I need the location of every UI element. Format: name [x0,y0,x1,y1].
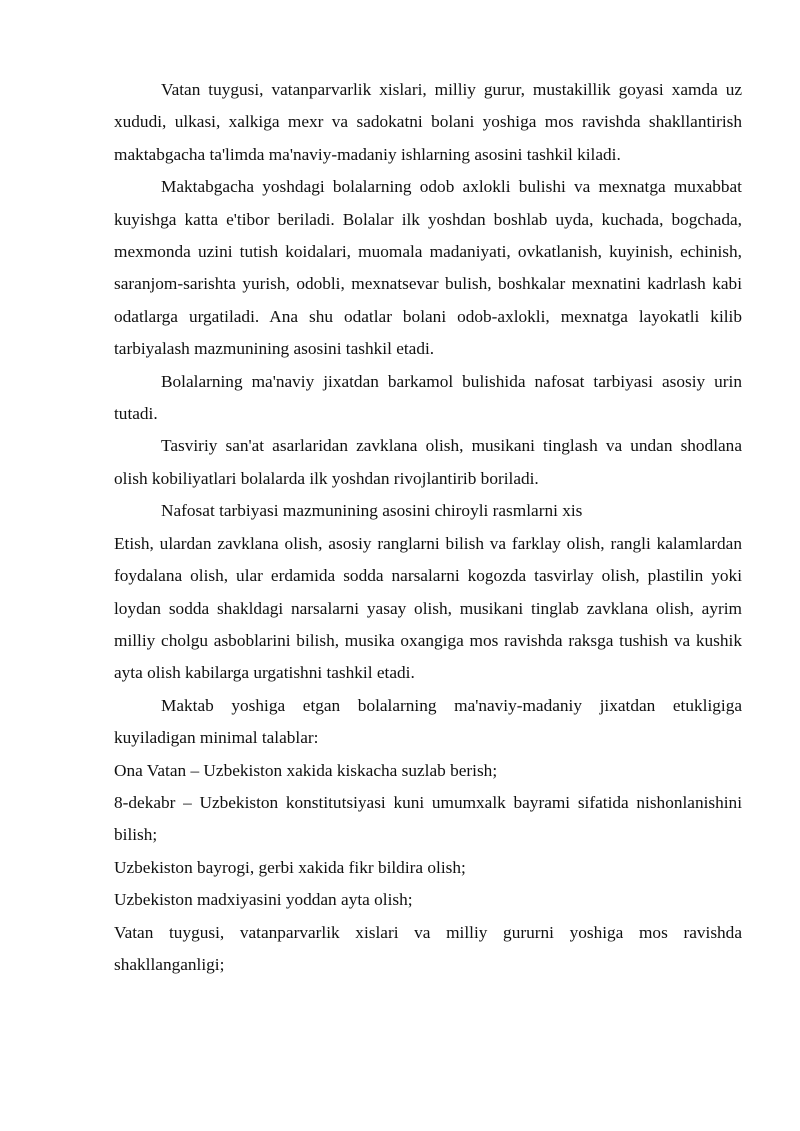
paragraph-minimal-requirements: Maktab yoshiga etgan bolalarning ma'naviy-madaniy jixatdan etukligiga kuyiladigan minimal talablar: [114,695,742,748]
list-item-flag-emblem: Uzbekiston bayrogi, gerbi xakida fikr bildira olish; [114,857,466,877]
paragraph-manners-and-labor: Maktabgacha yoshdagi bolalarning odob axlokli bulishi va mexnatga muxabbat kuyishga katta e'tibor beriladi. Bolalar ilk yoshdan boshlab uyda, kuchada, bogchada, mexmonda uzini tutish koidalari, muomala madaniyati, ovkatlanish, kuyinish, echinish, saranjom-sarishta yurish, odobli, mexnatsevar bulish, boshkalar mexnatini kadrlash kabi odatlarga urgatiladi. Ana shu odatlar bolani odob-axlokli, mexnatga layokatli kilib tarbiyalash mazmunining asosini tashkil etadi. [114,177,742,359]
list-item-anthem: Uzbekiston madxiyasini yoddan ayta olish; [114,890,413,910]
paragraph-aesthetic-skills: Etish, ulardan zavklana olish, asosiy ranglarni bilish va farklay olish, rangli kalamlardan foydalana olish, ular erdamida sodda narsalarni kogozda tasvirlay olish, plastilin yoki loydan sodda shakldagi narsalarni yasay olish, musikani tinglab zavklana olish, ayrim milliy cholgu asboblarini bilish, musika oxangiga mos ravishda raksga tushish va kushik ayta olish kabilarga urgatishni tashkil etadi. [114,533,742,683]
paragraph-patriotism: Vatan tuygusi, vatanparvarlik xislari, milliy gurur, mustakillik goyasi xamda uz xududi, ulkasi, xalkiga mexr va sadokatni bolani yoshiga mos ravishda shakllantirish maktabgacha ta'limda ma'naviy-madaniy ishlarning asosini tashkil kiladi. [114,80,742,164]
list-item-patriotic-feelings: Vatan tuygusi, vatanparvarlik xislari va milliy gururni yoshiga mos ravishda shakllanganligi; [114,922,742,974]
paragraph-art-and-music: Tasviriy san'at asarlaridan zavklana olish, musikani tinglash va undan shodlana olish kobiliyatlari bolalarda ilk yoshdan rivojlantirib boriladi. [114,436,742,488]
list-item-constitution-day: 8-dekabr – Uzbekiston konstitutsiyasi kuni umumxalk bayrami sifatida nishonlanishini bilish; [114,792,742,845]
paragraph-aesthetic-basis: Nafosat tarbiyasi mazmunining asosini chiroyli rasmlarni xis [161,501,583,521]
list-item-homeland: Ona Vatan – Uzbekiston xakida kiskacha suzlab berish; [114,760,498,780]
document-page [114,74,742,981]
paragraph-aesthetic-role: Bolalarning ma'naviy jixatdan barkamol bulishida nafosat tarbiyasi asosiy urin tutadi. [114,371,742,424]
